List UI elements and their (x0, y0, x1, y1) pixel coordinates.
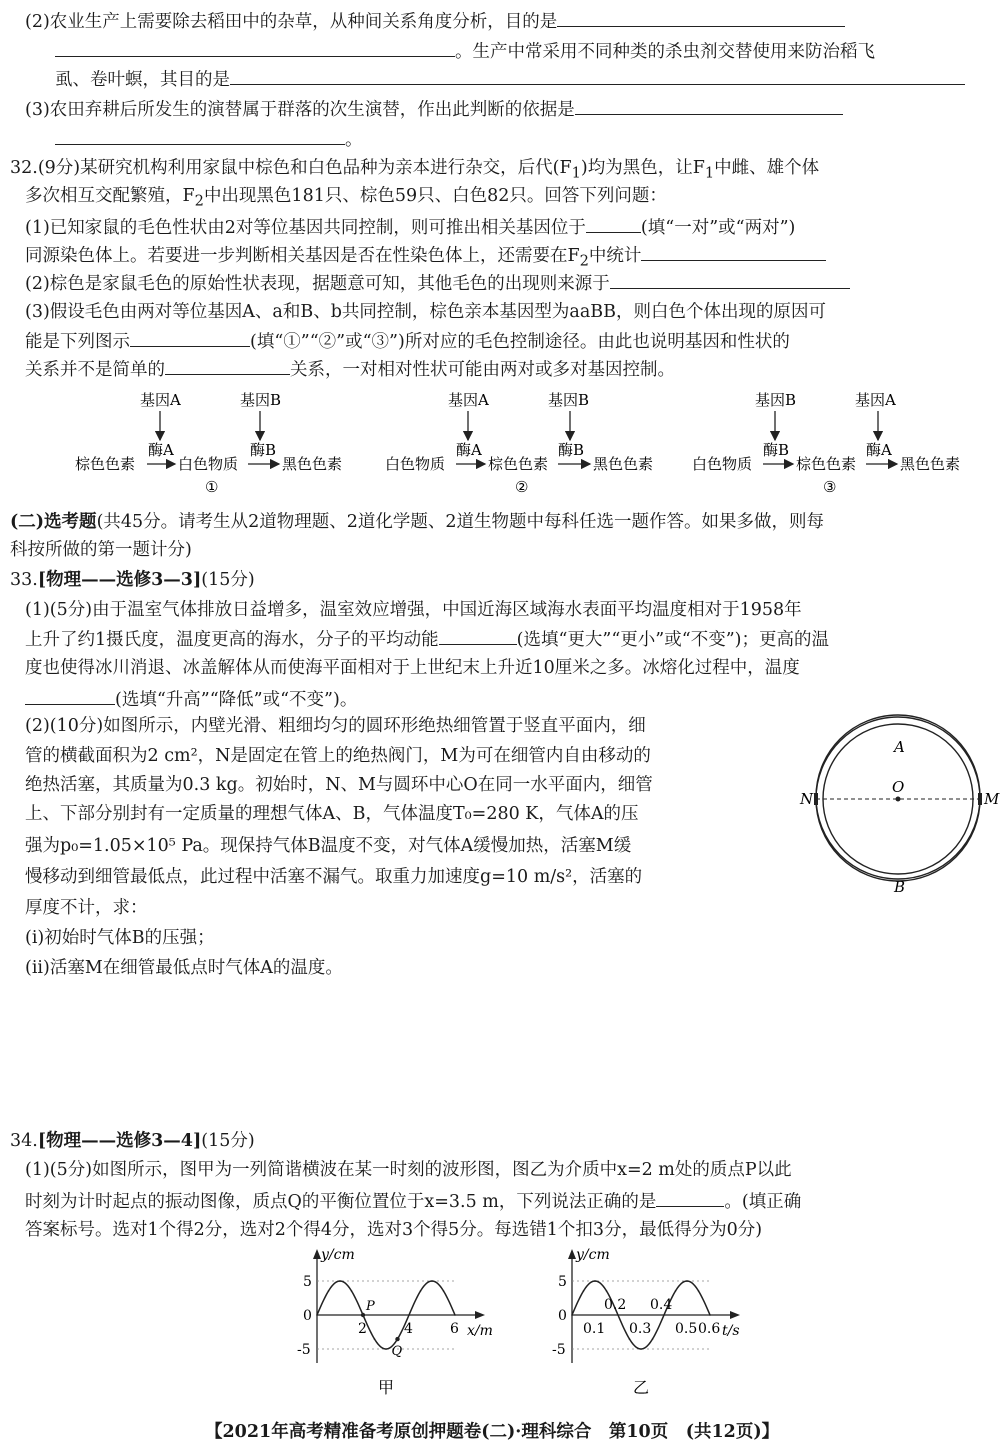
substance-label: 白色物质 (692, 455, 753, 473)
chart-caption: 甲 (378, 1378, 395, 1397)
q32-line2: 多次相互交配繁殖，$F_2$中出现黑色181只、棕色59只、白色82只。回答下列问题： (25, 186, 667, 210)
data-point (431, 1280, 433, 1282)
answer-blank[interactable] (586, 214, 641, 233)
point-Q (395, 1337, 399, 1341)
pathway-diagrams (60, 385, 980, 497)
q32-p3-line2: 能是下列图示 (填“①”“②”或“③”)所对应的毛色控制途径。由此也说明基因和性状的 (25, 328, 790, 354)
diagram-number: ② (515, 478, 529, 496)
q33-p2-line7: 厚度不计，求： (25, 898, 148, 918)
q33-p2-line5: 强为p₀=1.05×10⁵ Pa。现保持气体B温度不变，对气体A缓慢加热，活塞M缓 (25, 836, 632, 856)
gene-label: 基因B (548, 391, 590, 409)
y-tick-label: 0 (303, 1308, 312, 1324)
q34-p1-line2: 时刻为计时起点的振动图像，质点Q的平衡位置位于x=3.5 m，下列说法正确的是 。(填正确 (25, 1188, 801, 1214)
data-point (420, 1290, 422, 1292)
pathway-diagram-2 (385, 391, 653, 496)
q33-heading: 33.[物理——选修3—3](15分) (10, 570, 255, 590)
x-tick-label: 0.6 (698, 1321, 721, 1337)
q32-p1-line2: 同源染色体上。若要进一步判断相关基因是否在性染色体上，还需要在$F_2$中统计 (25, 242, 826, 274)
gas-A-label: A (894, 738, 905, 756)
data-point (640, 1348, 642, 1350)
q31-p3-line2: 。 (55, 126, 363, 152)
substance-label: 棕色色素 (488, 455, 549, 473)
data-point (443, 1290, 445, 1292)
x-tick-label: 4 (404, 1321, 413, 1337)
data-point (339, 1280, 341, 1282)
wave-chart-jia (285, 1245, 505, 1395)
gene-label: 基因A (855, 391, 896, 409)
x-tick-label: 0.3 (629, 1321, 652, 1337)
q31-p2-line3: 虱、卷叶螟，其目的是 (55, 66, 965, 92)
q33-sub-ii: (ii)活塞M在细管最低点时气体A的温度。 (25, 958, 343, 978)
enzyme-label: 酶B (763, 441, 790, 459)
answer-blank[interactable] (130, 328, 250, 347)
x-axis-arrow (730, 1311, 740, 1319)
answer-blank[interactable] (610, 270, 850, 289)
q33-p2-line3: 绝热活塞，其质量为0.3 kg。初始时，N、M与圆环中心O在同一水平面内，细管 (25, 775, 653, 795)
gene-label: 基因B (240, 391, 282, 409)
answer-blank[interactable] (55, 38, 455, 57)
pathway-diagram-1 (75, 391, 342, 496)
q34-p1-line1: (1)(5分)如图所示，图甲为一列简谐横波在某一时刻的波形图，图乙为介质中x=2 m处的质点P以此 (25, 1160, 792, 1180)
answer-blank[interactable] (641, 242, 826, 261)
q33-p1-line3: 度也使得冰川消退、冰盖解体从而使海平面相对于上世纪末上升近10厘米之多。冰熔化过程中，温度 (25, 658, 800, 678)
x-axis-arrow (475, 1311, 485, 1319)
substance-label: 黑色色素 (282, 455, 343, 473)
enzyme-label: 酶B (558, 441, 585, 459)
substance-label: 棕色色素 (796, 455, 857, 473)
data-point (652, 1338, 654, 1340)
point-P-label: P (366, 1299, 375, 1314)
x-axis-label: x/m (467, 1323, 493, 1339)
center-O-label: O (892, 778, 905, 796)
answer-blank[interactable] (230, 66, 965, 85)
q33-p1-line2: 上升了约1摄氏度，温度更高的海水，分子的平均动能 (选填“更大”“更小”或“不变”)；更高的温 (25, 626, 829, 652)
enzyme-label: 酶A (866, 441, 892, 459)
q33-p1-line1: (1)(5分)由于温室气体排放日益增多，温室效应增强，中国近海区域海水表面平均温度相对于1958年 (25, 600, 802, 620)
q32-p3-line1: (3)假设毛色由两对等位基因A、a和B、b共同控制，棕色亲本基因型为aaBB，则白色个体出现的原因可 (25, 302, 827, 322)
y-tick-label: 0 (558, 1308, 567, 1324)
y-axis-arrow (568, 1249, 576, 1259)
answer-blank[interactable] (439, 626, 517, 645)
point-P (361, 1313, 365, 1317)
ring-tube-diagram (800, 738, 1000, 898)
substance-label: 白色物质 (178, 455, 239, 473)
data-point (385, 1348, 387, 1350)
y-tick-label: -5 (552, 1342, 566, 1358)
gene-label: 基因A (140, 391, 181, 409)
q34-p1-line3: 答案标号。选对1个得2分，选对2个得4分，选对3个得5分。每选错1个扣3分，最低得分为0分) (25, 1220, 763, 1240)
data-point (686, 1280, 688, 1282)
x-tick-label: 6 (450, 1321, 459, 1337)
data-point (374, 1338, 376, 1340)
substance-label: 黑色色素 (900, 455, 961, 473)
substance-label: 白色物质 (385, 455, 446, 473)
x-tick-label: 0.4 (650, 1297, 673, 1313)
q31-p3-line1: (3)农田弃耕后所发生的演替属于群落的次生演替，作出此判断的依据是 (25, 96, 843, 122)
data-point (617, 1314, 619, 1316)
page-footer: 【2021年高考精准备考原创押题卷(二)·理科综合 第10页 (共12页)】 (205, 1422, 780, 1442)
piston-M (978, 793, 982, 805)
enzyme-label: 酶A (148, 441, 174, 459)
data-point (583, 1290, 585, 1292)
x-tick-label: 2 (358, 1321, 367, 1337)
data-point (408, 1314, 410, 1316)
q33-p2-line1: (2)(10分)如图所示，内壁光滑、粗细均匀的圆环形绝热细管置于竖直平面内，细 (25, 716, 646, 736)
data-point (675, 1290, 677, 1292)
data-point (709, 1314, 711, 1316)
data-point (629, 1338, 631, 1340)
answer-blank[interactable] (575, 96, 843, 115)
data-point (606, 1290, 608, 1292)
diagram-number: ③ (823, 478, 837, 496)
elective-instructions-line2: 科按所做的第一题计分) (10, 540, 192, 560)
q31-p2-line1: (2)农业生产上需要除去稻田中的杂草，从种间关系角度分析，目的是 (25, 8, 845, 34)
data-point (454, 1314, 456, 1316)
pathway-diagram-3 (692, 391, 960, 496)
q32-p2: (2)棕色是家鼠毛色的原始性状表现，据题意可知，其他毛色的出现则来源于 (25, 270, 850, 296)
answer-blank[interactable] (55, 126, 345, 145)
answer-blank[interactable] (25, 686, 115, 705)
answer-blank[interactable] (165, 356, 290, 375)
data-point (351, 1290, 353, 1292)
q32-p3-line3: 关系并不是简单的 关系，一对相对性状可能由两对或多对基因控制。 (25, 356, 675, 382)
q31-p2-line2: 。生产中常采用不同种类的杀虫剂交替使用来防治稻飞 (55, 38, 875, 64)
x-tick-label: 0.1 (583, 1321, 606, 1337)
q33-p2-line4: 上、下部分别封有一定质量的理想气体A、B，气体温度T₀=280 K，气体A的压 (25, 804, 639, 824)
gene-label: 基因A (448, 391, 489, 409)
substance-label: 黑色色素 (593, 455, 654, 473)
q32-p1-line1: (1)已知家鼠的毛色性状由2对等位基因共同控制，则可推出相关基因位于 (填“一对”或“两对”) (25, 214, 795, 240)
substance-label: 棕色色素 (75, 455, 136, 473)
q33-p2-line6: 慢移动到细管最低点，此过程中活塞不漏气。取重力加速度g=10 m/s²，活塞的 (25, 867, 643, 887)
answer-blank[interactable] (557, 8, 845, 27)
y-tick-label: 5 (303, 1274, 312, 1290)
x-tick-label: 0.2 (604, 1297, 627, 1313)
wave-chart-yi (540, 1245, 760, 1395)
center-point (896, 797, 901, 802)
y-tick-label: -5 (297, 1342, 311, 1358)
enzyme-label: 酶A (456, 441, 482, 459)
data-point (663, 1314, 665, 1316)
q33-p2-line2: 管的横截面积为2 cm²，N是固定在管上的绝热阀门，M为可在细管内自由移动的 (25, 746, 651, 766)
data-point (594, 1280, 596, 1282)
piston-M-label: M (984, 790, 1000, 808)
x-tick-label: 0.5 (675, 1321, 698, 1337)
data-point (328, 1290, 330, 1292)
y-tick-label: 5 (558, 1274, 567, 1290)
x-axis-label: t/s (722, 1323, 740, 1339)
elective-instructions-line1: (二)选考题(共45分。请考生从2道物理题、2道化学题、2道生物题中每科任选一题作答。如果多做，则每 (10, 512, 825, 532)
diagram-number: ① (205, 478, 219, 496)
valve-N (814, 793, 818, 805)
data-point (316, 1314, 318, 1316)
y-axis-label: y/cm (576, 1247, 610, 1263)
valve-N-label: N (800, 790, 814, 808)
q33-sub-i: (i)初始时气体B的压强； (25, 928, 215, 948)
y-axis-arrow (313, 1249, 321, 1259)
q34-heading: 34.[物理——选修3—4](15分) (10, 1131, 255, 1151)
point-Q-label: Q (391, 1344, 403, 1360)
gene-label: 基因B (755, 391, 797, 409)
chart-caption: 乙 (633, 1378, 650, 1397)
gas-B-label: B (894, 878, 906, 896)
q33-p1-line4: (选填“升高”“降低”或“不变”)。 (25, 686, 357, 712)
data-point (571, 1314, 573, 1316)
data-point (698, 1290, 700, 1292)
q32-line1: 32.(9分)某研究机构利用家鼠中棕色和白色品种为亲本进行杂交，后代$(F_1)$均为黑色，让$F_1$中雌、雄个体 (10, 158, 820, 182)
answer-blank[interactable] (656, 1188, 724, 1207)
y-axis-label: y/cm (321, 1247, 355, 1263)
enzyme-label: 酶B (250, 441, 277, 459)
